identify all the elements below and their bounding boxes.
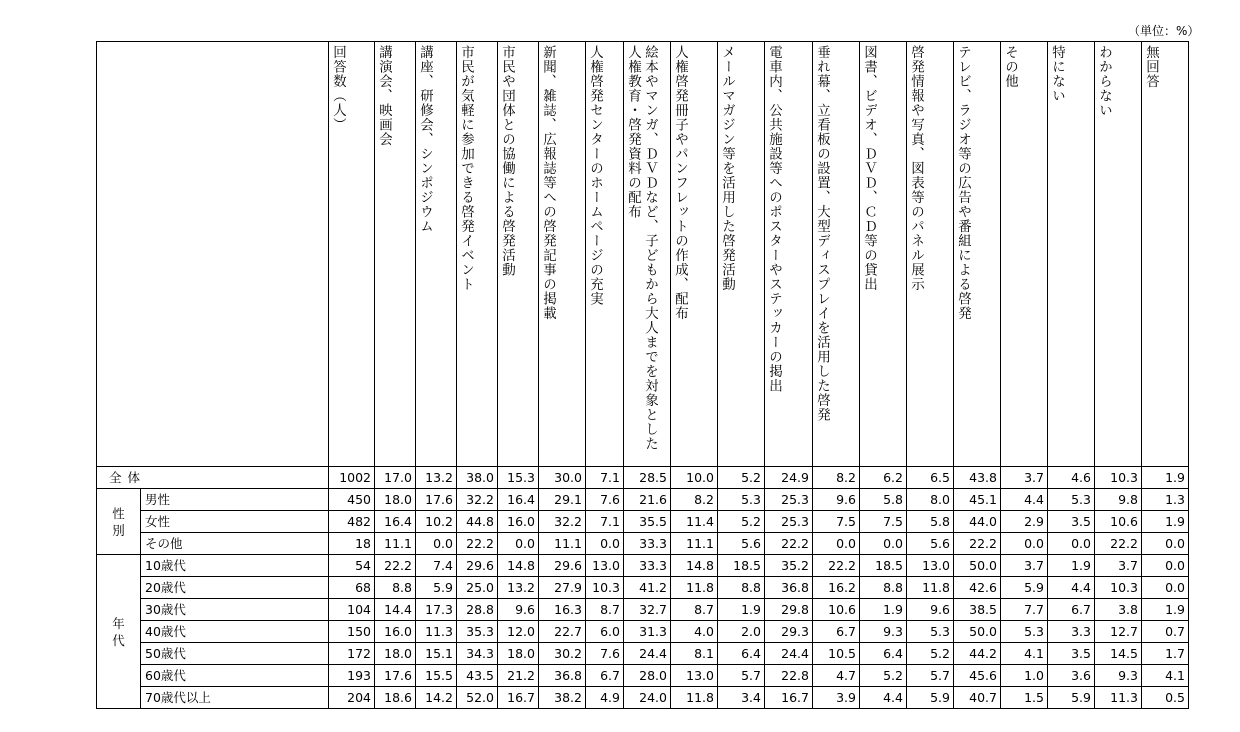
table-cell: 40.7: [954, 687, 1001, 709]
table-row: [97, 489, 1189, 511]
table-cell: 22.8: [765, 665, 813, 687]
table-cell: 5.9: [416, 577, 457, 599]
table-cell: 15.5: [416, 665, 457, 687]
table-cell: 13.2: [416, 467, 457, 489]
table-cell: 5.2: [718, 511, 765, 533]
table-cell: 8.7: [586, 599, 624, 621]
row-label: 30歳代: [141, 599, 329, 621]
table-cell: 104: [329, 599, 375, 621]
table-cell: 204: [329, 687, 375, 709]
table-cell: 8.2: [813, 467, 860, 489]
column-header-text: メールマガジン等を活用した啓発活動: [719, 45, 735, 292]
table-cell: 18.6: [375, 687, 416, 709]
table-cell: 33.3: [624, 555, 671, 577]
table-cell: 16.4: [375, 511, 416, 533]
table-cell: 450: [329, 489, 375, 511]
table-cell: 9.8: [1095, 489, 1142, 511]
table-cell: 12.7: [1095, 621, 1142, 643]
table-cell: 29.6: [539, 555, 586, 577]
table-cell: 22.2: [765, 533, 813, 555]
column-header: [954, 42, 1001, 467]
table-cell: 150: [329, 621, 375, 643]
column-header-text: 回答数（人）: [330, 45, 346, 132]
table-cell: 21.6: [624, 489, 671, 511]
table-cell: 8.0: [907, 489, 954, 511]
total-row: [97, 467, 1189, 489]
table-cell: 5.9: [1048, 687, 1095, 709]
table-cell: 0.0: [1142, 533, 1189, 555]
table-cell: 3.5: [1048, 511, 1095, 533]
column-header: [586, 42, 624, 467]
table-cell: 3.4: [718, 687, 765, 709]
table-row: [97, 687, 1189, 709]
table-cell: 10.6: [813, 599, 860, 621]
table-cell: 14.4: [375, 599, 416, 621]
group-label: [97, 555, 141, 709]
column-header-text: 無回答: [1143, 45, 1159, 89]
table-cell: 0.0: [1142, 555, 1189, 577]
table-cell: 52.0: [457, 687, 498, 709]
column-header: [416, 42, 457, 467]
table-cell: 7.1: [586, 511, 624, 533]
table-cell: 5.3: [907, 621, 954, 643]
table-cell: 7.5: [813, 511, 860, 533]
table-cell: 24.4: [765, 643, 813, 665]
table-cell: 38.2: [539, 687, 586, 709]
table-cell: 1.9: [1048, 555, 1095, 577]
column-header-text: 啓発情報や写真、図表等のパネル展示: [908, 45, 924, 292]
table-cell: 1.9: [1142, 511, 1189, 533]
table-cell: 28.5: [624, 467, 671, 489]
column-header: [1001, 42, 1048, 467]
table-cell: 14.5: [1095, 643, 1142, 665]
table-cell: 44.0: [954, 511, 1001, 533]
table-cell: 25.3: [765, 511, 813, 533]
table-cell: 3.9: [813, 687, 860, 709]
row-label: 女性: [141, 511, 329, 533]
row-label: 20歳代: [141, 577, 329, 599]
table-cell: 25.3: [765, 489, 813, 511]
table-cell: 11.8: [671, 577, 718, 599]
table-cell: 1.7: [1142, 643, 1189, 665]
table-cell: 3.7: [1001, 467, 1048, 489]
table-cell: 14.8: [671, 555, 718, 577]
table-cell: 4.1: [1001, 643, 1048, 665]
table-cell: 14.8: [498, 555, 539, 577]
table-cell: 0.0: [586, 533, 624, 555]
column-header-text: テレビ、ラジオ等の広告や番組による啓発: [955, 45, 971, 321]
table-cell: 3.6: [1048, 665, 1095, 687]
table-row: [97, 555, 1189, 577]
table-cell: 50.0: [954, 621, 1001, 643]
table-cell: 7.7: [1001, 599, 1048, 621]
table-cell: 5.9: [907, 687, 954, 709]
table-cell: 5.2: [860, 665, 907, 687]
table-cell: 16.0: [375, 621, 416, 643]
column-header: [1142, 42, 1189, 467]
table-cell: 7.1: [586, 467, 624, 489]
group-label-text: 年 代: [112, 615, 125, 648]
table-cell: 6.7: [586, 665, 624, 687]
table-cell: 15.1: [416, 643, 457, 665]
table-cell: 42.6: [954, 577, 1001, 599]
table-cell: 16.7: [498, 687, 539, 709]
column-header: [1095, 42, 1142, 467]
header-corner: [97, 42, 329, 467]
table-cell: 30.0: [539, 467, 586, 489]
row-label: 50歳代: [141, 643, 329, 665]
row-label: 10歳代: [141, 555, 329, 577]
table-cell: 11.1: [671, 533, 718, 555]
table-cell: 4.6: [1048, 467, 1095, 489]
table-cell: 0.0: [813, 533, 860, 555]
table-row: [97, 577, 1189, 599]
table-cell: 35.2: [765, 555, 813, 577]
table-cell: 8.7: [671, 599, 718, 621]
table-cell: 1002: [329, 467, 375, 489]
table-cell: 5.3: [1048, 489, 1095, 511]
table-cell: 28.0: [624, 665, 671, 687]
column-header-text: 垂れ幕、立看板の設置、大型ディスプレイを活用した啓発: [814, 45, 830, 422]
table-cell: 43.8: [954, 467, 1001, 489]
table-cell: 33.3: [624, 533, 671, 555]
table-row: [97, 533, 1189, 555]
survey-table: [96, 41, 1189, 709]
table-cell: 8.2: [671, 489, 718, 511]
table-cell: 13.0: [586, 555, 624, 577]
column-header-text: 図書、ビデオ、ＤＶＤ、ＣＤ等の貸出: [861, 45, 877, 292]
column-header-text: 特にない: [1049, 45, 1065, 103]
table-cell: 28.8: [457, 599, 498, 621]
table-cell: 35.3: [457, 621, 498, 643]
table-cell: 1.0: [1001, 665, 1048, 687]
table-cell: 11.1: [539, 533, 586, 555]
row-label: その他: [141, 533, 329, 555]
table-cell: 24.9: [765, 467, 813, 489]
table-cell: 16.7: [765, 687, 813, 709]
table-cell: 1.9: [860, 599, 907, 621]
column-header: [765, 42, 813, 467]
table-cell: 172: [329, 643, 375, 665]
table-cell: 25.0: [457, 577, 498, 599]
table-cell: 36.8: [765, 577, 813, 599]
table-cell: 13.0: [671, 665, 718, 687]
table-cell: 5.2: [718, 467, 765, 489]
table-cell: 4.4: [860, 687, 907, 709]
table-cell: 68: [329, 577, 375, 599]
table-cell: 10.3: [1095, 577, 1142, 599]
table-cell: 10.5: [813, 643, 860, 665]
table-cell: 18.0: [375, 489, 416, 511]
table-cell: 10.3: [586, 577, 624, 599]
column-header: [498, 42, 539, 467]
table-cell: 1.3: [1142, 489, 1189, 511]
table-cell: 0.0: [1142, 577, 1189, 599]
table-cell: 9.6: [813, 489, 860, 511]
table-cell: 11.1: [375, 533, 416, 555]
table-cell: 22.2: [954, 533, 1001, 555]
table-cell: 3.5: [1048, 643, 1095, 665]
table-cell: 0.0: [498, 533, 539, 555]
row-label: 男性: [141, 489, 329, 511]
table-cell: 22.2: [375, 555, 416, 577]
table-cell: 41.2: [624, 577, 671, 599]
table-cell: 0.0: [1001, 533, 1048, 555]
table-cell: 5.9: [1001, 577, 1048, 599]
column-header: [671, 42, 718, 467]
table-cell: 3.3: [1048, 621, 1095, 643]
table-cell: 0.0: [416, 533, 457, 555]
table-cell: 9.6: [907, 599, 954, 621]
column-header-text: 市民が気軽に参加できる啓発イベント: [458, 45, 474, 292]
column-header-text: 絵本やマンガ、ＤＶＤなど、子どもから大人までを対象とした人権教育・啓発資料の配布: [625, 45, 658, 451]
column-header-text: 人権啓発センターのホームページの充実: [587, 45, 603, 306]
table-cell: 24.0: [624, 687, 671, 709]
table-cell: 10.3: [1095, 467, 1142, 489]
table-row: [97, 621, 1189, 643]
table-cell: 4.4: [1001, 489, 1048, 511]
table-cell: 0.0: [860, 533, 907, 555]
table-cell: 5.6: [718, 533, 765, 555]
table-cell: 17.6: [375, 665, 416, 687]
column-header: [860, 42, 907, 467]
table-cell: 1.9: [1142, 467, 1189, 489]
column-header: [375, 42, 416, 467]
column-header: [907, 42, 954, 467]
table-cell: 38.5: [954, 599, 1001, 621]
table-cell: 16.2: [813, 577, 860, 599]
table-cell: 11.3: [416, 621, 457, 643]
column-header-text: わからない: [1096, 45, 1112, 118]
row-label: 全体: [97, 467, 329, 489]
table-cell: 8.8: [860, 577, 907, 599]
table-row: [97, 665, 1189, 687]
table-cell: 35.5: [624, 511, 671, 533]
table-cell: 11.4: [671, 511, 718, 533]
table-cell: 34.3: [457, 643, 498, 665]
table-cell: 21.2: [498, 665, 539, 687]
column-header-text: その他: [1002, 45, 1018, 89]
table-cell: 43.5: [457, 665, 498, 687]
table-cell: 29.3: [765, 621, 813, 643]
table-cell: 54: [329, 555, 375, 577]
table-cell: 5.7: [907, 665, 954, 687]
table-cell: 18.5: [860, 555, 907, 577]
table-cell: 32.7: [624, 599, 671, 621]
table-cell: 11.8: [671, 687, 718, 709]
table-cell: 38.0: [457, 467, 498, 489]
table-cell: 27.9: [539, 577, 586, 599]
table-cell: 22.2: [457, 533, 498, 555]
table-cell: 22.2: [1095, 533, 1142, 555]
table-cell: 11.3: [1095, 687, 1142, 709]
table-cell: 31.3: [624, 621, 671, 643]
table-cell: 15.3: [498, 467, 539, 489]
table-cell: 9.3: [1095, 665, 1142, 687]
table-cell: 16.0: [498, 511, 539, 533]
table-cell: 36.8: [539, 665, 586, 687]
table-cell: 4.7: [813, 665, 860, 687]
table-cell: 9.3: [860, 621, 907, 643]
table-cell: 5.3: [1001, 621, 1048, 643]
column-header: [624, 42, 671, 467]
column-header: [813, 42, 860, 467]
table-cell: 3.8: [1095, 599, 1142, 621]
table-cell: 29.8: [765, 599, 813, 621]
row-label: 60歳代: [141, 665, 329, 687]
table-cell: 8.8: [375, 577, 416, 599]
table-cell: 7.5: [860, 511, 907, 533]
column-header-text: 講座、研修会、シンポジウム: [417, 45, 433, 234]
table-cell: 7.4: [416, 555, 457, 577]
table-cell: 44.8: [457, 511, 498, 533]
table-cell: 0.5: [1142, 687, 1189, 709]
table-cell: 16.3: [539, 599, 586, 621]
table-row: [97, 643, 1189, 665]
table-row: [97, 511, 1189, 533]
table-row: [97, 599, 1189, 621]
table-cell: 18.0: [498, 643, 539, 665]
table-cell: 0.7: [1142, 621, 1189, 643]
table-cell: 1.9: [1142, 599, 1189, 621]
table-cell: 4.0: [671, 621, 718, 643]
table-cell: 11.8: [907, 577, 954, 599]
table-cell: 32.2: [457, 489, 498, 511]
table-cell: 5.8: [907, 511, 954, 533]
column-header-text: 市民や団体との協働による啓発活動: [499, 45, 515, 277]
table-cell: 45.1: [954, 489, 1001, 511]
table-cell: 2.9: [1001, 511, 1048, 533]
table-cell: 50.0: [954, 555, 1001, 577]
table-cell: 10.6: [1095, 511, 1142, 533]
table-cell: 6.7: [1048, 599, 1095, 621]
table-cell: 17.3: [416, 599, 457, 621]
table-cell: 5.2: [907, 643, 954, 665]
header-row: [97, 42, 1189, 467]
table-cell: 6.0: [586, 621, 624, 643]
table-cell: 45.6: [954, 665, 1001, 687]
table-cell: 9.6: [498, 599, 539, 621]
table-cell: 22.7: [539, 621, 586, 643]
table-cell: 29.1: [539, 489, 586, 511]
table-cell: 6.4: [718, 643, 765, 665]
table-cell: 29.6: [457, 555, 498, 577]
column-header-text: 人権啓発冊子やパンフレットの作成、配布: [672, 45, 688, 321]
row-label: 70歳代以上: [141, 687, 329, 709]
table-cell: 6.2: [860, 467, 907, 489]
column-header: [539, 42, 586, 467]
table-cell: 5.8: [860, 489, 907, 511]
table-cell: 0.0: [1048, 533, 1095, 555]
table-cell: 8.1: [671, 643, 718, 665]
column-header-text: 新聞、雑誌、広報誌等への啓発記事の掲載: [540, 45, 556, 321]
group-label-text: 性 別: [112, 505, 125, 538]
table-cell: 1.9: [718, 599, 765, 621]
table-cell: 193: [329, 665, 375, 687]
column-header: [1048, 42, 1095, 467]
table-cell: 17.0: [375, 467, 416, 489]
table-cell: 5.7: [718, 665, 765, 687]
table-cell: 482: [329, 511, 375, 533]
column-header: [329, 42, 375, 467]
table-cell: 2.0: [718, 621, 765, 643]
column-header-text: 電車内、公共施設等へのポスターやステッカーの掲出: [766, 45, 782, 393]
table-cell: 10.2: [416, 511, 457, 533]
unit-label: （単位：%）: [1128, 24, 1200, 38]
table-cell: 13.0: [907, 555, 954, 577]
table-cell: 4.4: [1048, 577, 1095, 599]
table-cell: 5.3: [718, 489, 765, 511]
table-cell: 13.2: [498, 577, 539, 599]
table-cell: 1.5: [1001, 687, 1048, 709]
table-cell: 18.0: [375, 643, 416, 665]
table-cell: 3.7: [1095, 555, 1142, 577]
table-cell: 24.4: [624, 643, 671, 665]
table-cell: 17.6: [416, 489, 457, 511]
table-cell: 22.2: [813, 555, 860, 577]
table-cell: 32.2: [539, 511, 586, 533]
table-cell: 10.0: [671, 467, 718, 489]
table-cell: 14.2: [416, 687, 457, 709]
table-cell: 6.7: [813, 621, 860, 643]
table-cell: 4.1: [1142, 665, 1189, 687]
table-cell: 18.5: [718, 555, 765, 577]
table-cell: 5.6: [907, 533, 954, 555]
column-header: [457, 42, 498, 467]
table-cell: 3.7: [1001, 555, 1048, 577]
table-cell: 6.5: [907, 467, 954, 489]
table-cell: 6.4: [860, 643, 907, 665]
table-cell: 8.8: [718, 577, 765, 599]
group-label: [97, 489, 141, 555]
table-cell: 30.2: [539, 643, 586, 665]
table-cell: 12.0: [498, 621, 539, 643]
table-cell: 44.2: [954, 643, 1001, 665]
row-label: 40歳代: [141, 621, 329, 643]
table-cell: 4.9: [586, 687, 624, 709]
table-cell: 16.4: [498, 489, 539, 511]
table-cell: 7.6: [586, 643, 624, 665]
column-header-text: 講演会、映画会: [376, 45, 392, 147]
column-header: [718, 42, 765, 467]
table-cell: 18: [329, 533, 375, 555]
table-cell: 7.6: [586, 489, 624, 511]
